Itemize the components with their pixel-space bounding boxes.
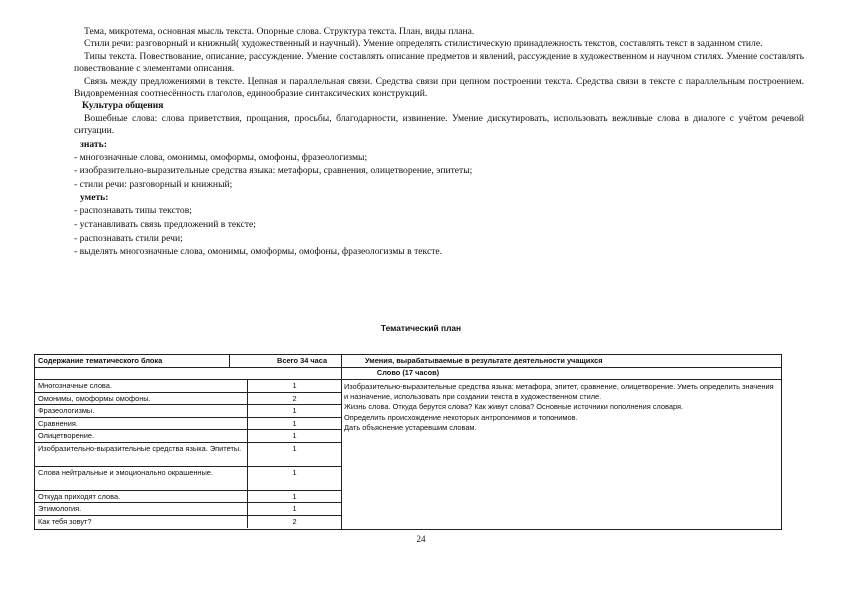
table-row <box>35 430 341 443</box>
row-topic: Изобразительно-выразительные средства языка. Эпитеты. <box>38 443 242 453</box>
row-hours: 1 <box>247 405 341 417</box>
row-hours: 1 <box>247 467 341 490</box>
skills-line: Определить происхождение некоторых антропонимов и топонимов. <box>344 412 578 422</box>
able-list <box>74 204 804 258</box>
page-number: 24 <box>416 534 426 544</box>
list-item: - распознавать типы текстов; <box>74 205 192 217</box>
row-hours: 2 <box>247 393 341 405</box>
skills-cell <box>344 382 778 433</box>
table-row <box>35 516 341 529</box>
paragraph-topic: Тема, микротема, основная мысль текста. Опорные слова. Структура текста. План, виды плана. <box>84 26 475 37</box>
know-list <box>74 151 804 192</box>
know-label: знать: <box>80 138 107 150</box>
row-topic: Этимология. <box>38 504 82 513</box>
paragraph-sentence-links: Связь между предложениями в тексте. Цепная и параллельная связи. Средства связи при цепном построении текста. Средства связи в тексте с параллельным построением. Видовременная соотнесённость глаголов, единообразие синтаксических конструкций. <box>74 75 804 100</box>
list-item: - изобразительно-выразительные средства языка: метафоры, сравнения, олицетворение, эпитеты; <box>74 165 473 177</box>
header-divider <box>229 355 230 367</box>
table-row <box>35 491 341 504</box>
header-hours: Всего 34 часа <box>277 356 328 365</box>
row-topic: Откуда приходят слова. <box>38 491 121 501</box>
table-row <box>35 503 341 516</box>
header-skills: Умения, вырабатываемые в результате деятельности учащихся <box>365 356 603 365</box>
row-topic: Омонимы, омоформы омофоны. <box>38 393 151 403</box>
plan-title: Тематический план <box>380 323 462 333</box>
paragraph-text-types: Типы текста. Повествование, описание, рассуждение. Умение составлять описание предметов и явлений, рассуждение в художественном и научном стилях. Умение составлять повествование с элементами описания. <box>74 50 804 75</box>
table-row <box>35 418 341 431</box>
table-rows <box>35 380 341 528</box>
list-item: - стили речи: разговорный и книжный; <box>74 178 233 190</box>
able-label: уметь: <box>80 192 109 204</box>
table-row <box>35 393 341 406</box>
column-divider <box>341 355 342 529</box>
skills-line: Жизнь слова. Откуда берутся слова? Как живут слова? Основные источники пополнения словаря. <box>344 402 684 412</box>
culture-heading: Культура общения <box>82 100 164 112</box>
paragraph-styles: Стили речи: разговорный и книжный( художественный и научный). Умение определять стилистическую принадлежность текстов, составлять текст в заданном стиле. <box>84 38 763 50</box>
row-topic: Фразеологизмы. <box>38 406 95 415</box>
table-row <box>35 443 341 467</box>
paragraph-culture: Вошебные слова: слова приветствия, прощания, просьбы, благодарности, извинение. Умение дискутировать, использовать вежливые слова в диалоге с учётом речевой ситуации. <box>74 112 804 137</box>
row-hours: 1 <box>247 491 341 503</box>
row-topic: Как тебя зовут? <box>38 516 92 526</box>
list-item: - распознавать стили речи; <box>74 232 183 244</box>
row-hours: 1 <box>247 503 341 515</box>
skills-line: Изобразительно-выразительные средства языка: метафора, эпитет, сравнение, олицетворение. Уметь определить значения и назначение, использовать при создании текста в художественном стиле. <box>344 382 774 402</box>
skills-line: Дать объяснение устаревшим словам. <box>344 422 477 432</box>
list-item: - выделять многозначные слова, омонимы, омоформы, омофоны, фразеологизмы в тексте. <box>74 246 443 258</box>
row-hours: 1 <box>247 380 341 392</box>
row-hours: 2 <box>247 516 341 529</box>
row-topic: Олицетворение. <box>38 431 95 440</box>
row-hours: 1 <box>247 443 341 466</box>
row-topic: Сравнения. <box>38 418 78 428</box>
list-item: - многозначные слова, омонимы, омоформы, омофоны, фразеологизмы; <box>74 151 368 163</box>
row-hours: 1 <box>247 418 341 430</box>
row-topic: Многозначные слова. <box>38 381 112 390</box>
thematic-plan-table <box>34 354 782 530</box>
table-row <box>35 380 341 393</box>
table-row <box>35 405 341 418</box>
header-content: Содержание тематического блока <box>38 356 163 365</box>
list-item: - устанавливать связь предложений в тексте; <box>74 219 256 231</box>
table-row <box>35 467 341 491</box>
row-topic: Слова нейтральные и эмоционально окрашенные. <box>38 467 213 477</box>
body-text <box>74 26 804 259</box>
row-hours: 1 <box>247 430 341 442</box>
section-row: Слово (17 часов) <box>35 367 781 380</box>
